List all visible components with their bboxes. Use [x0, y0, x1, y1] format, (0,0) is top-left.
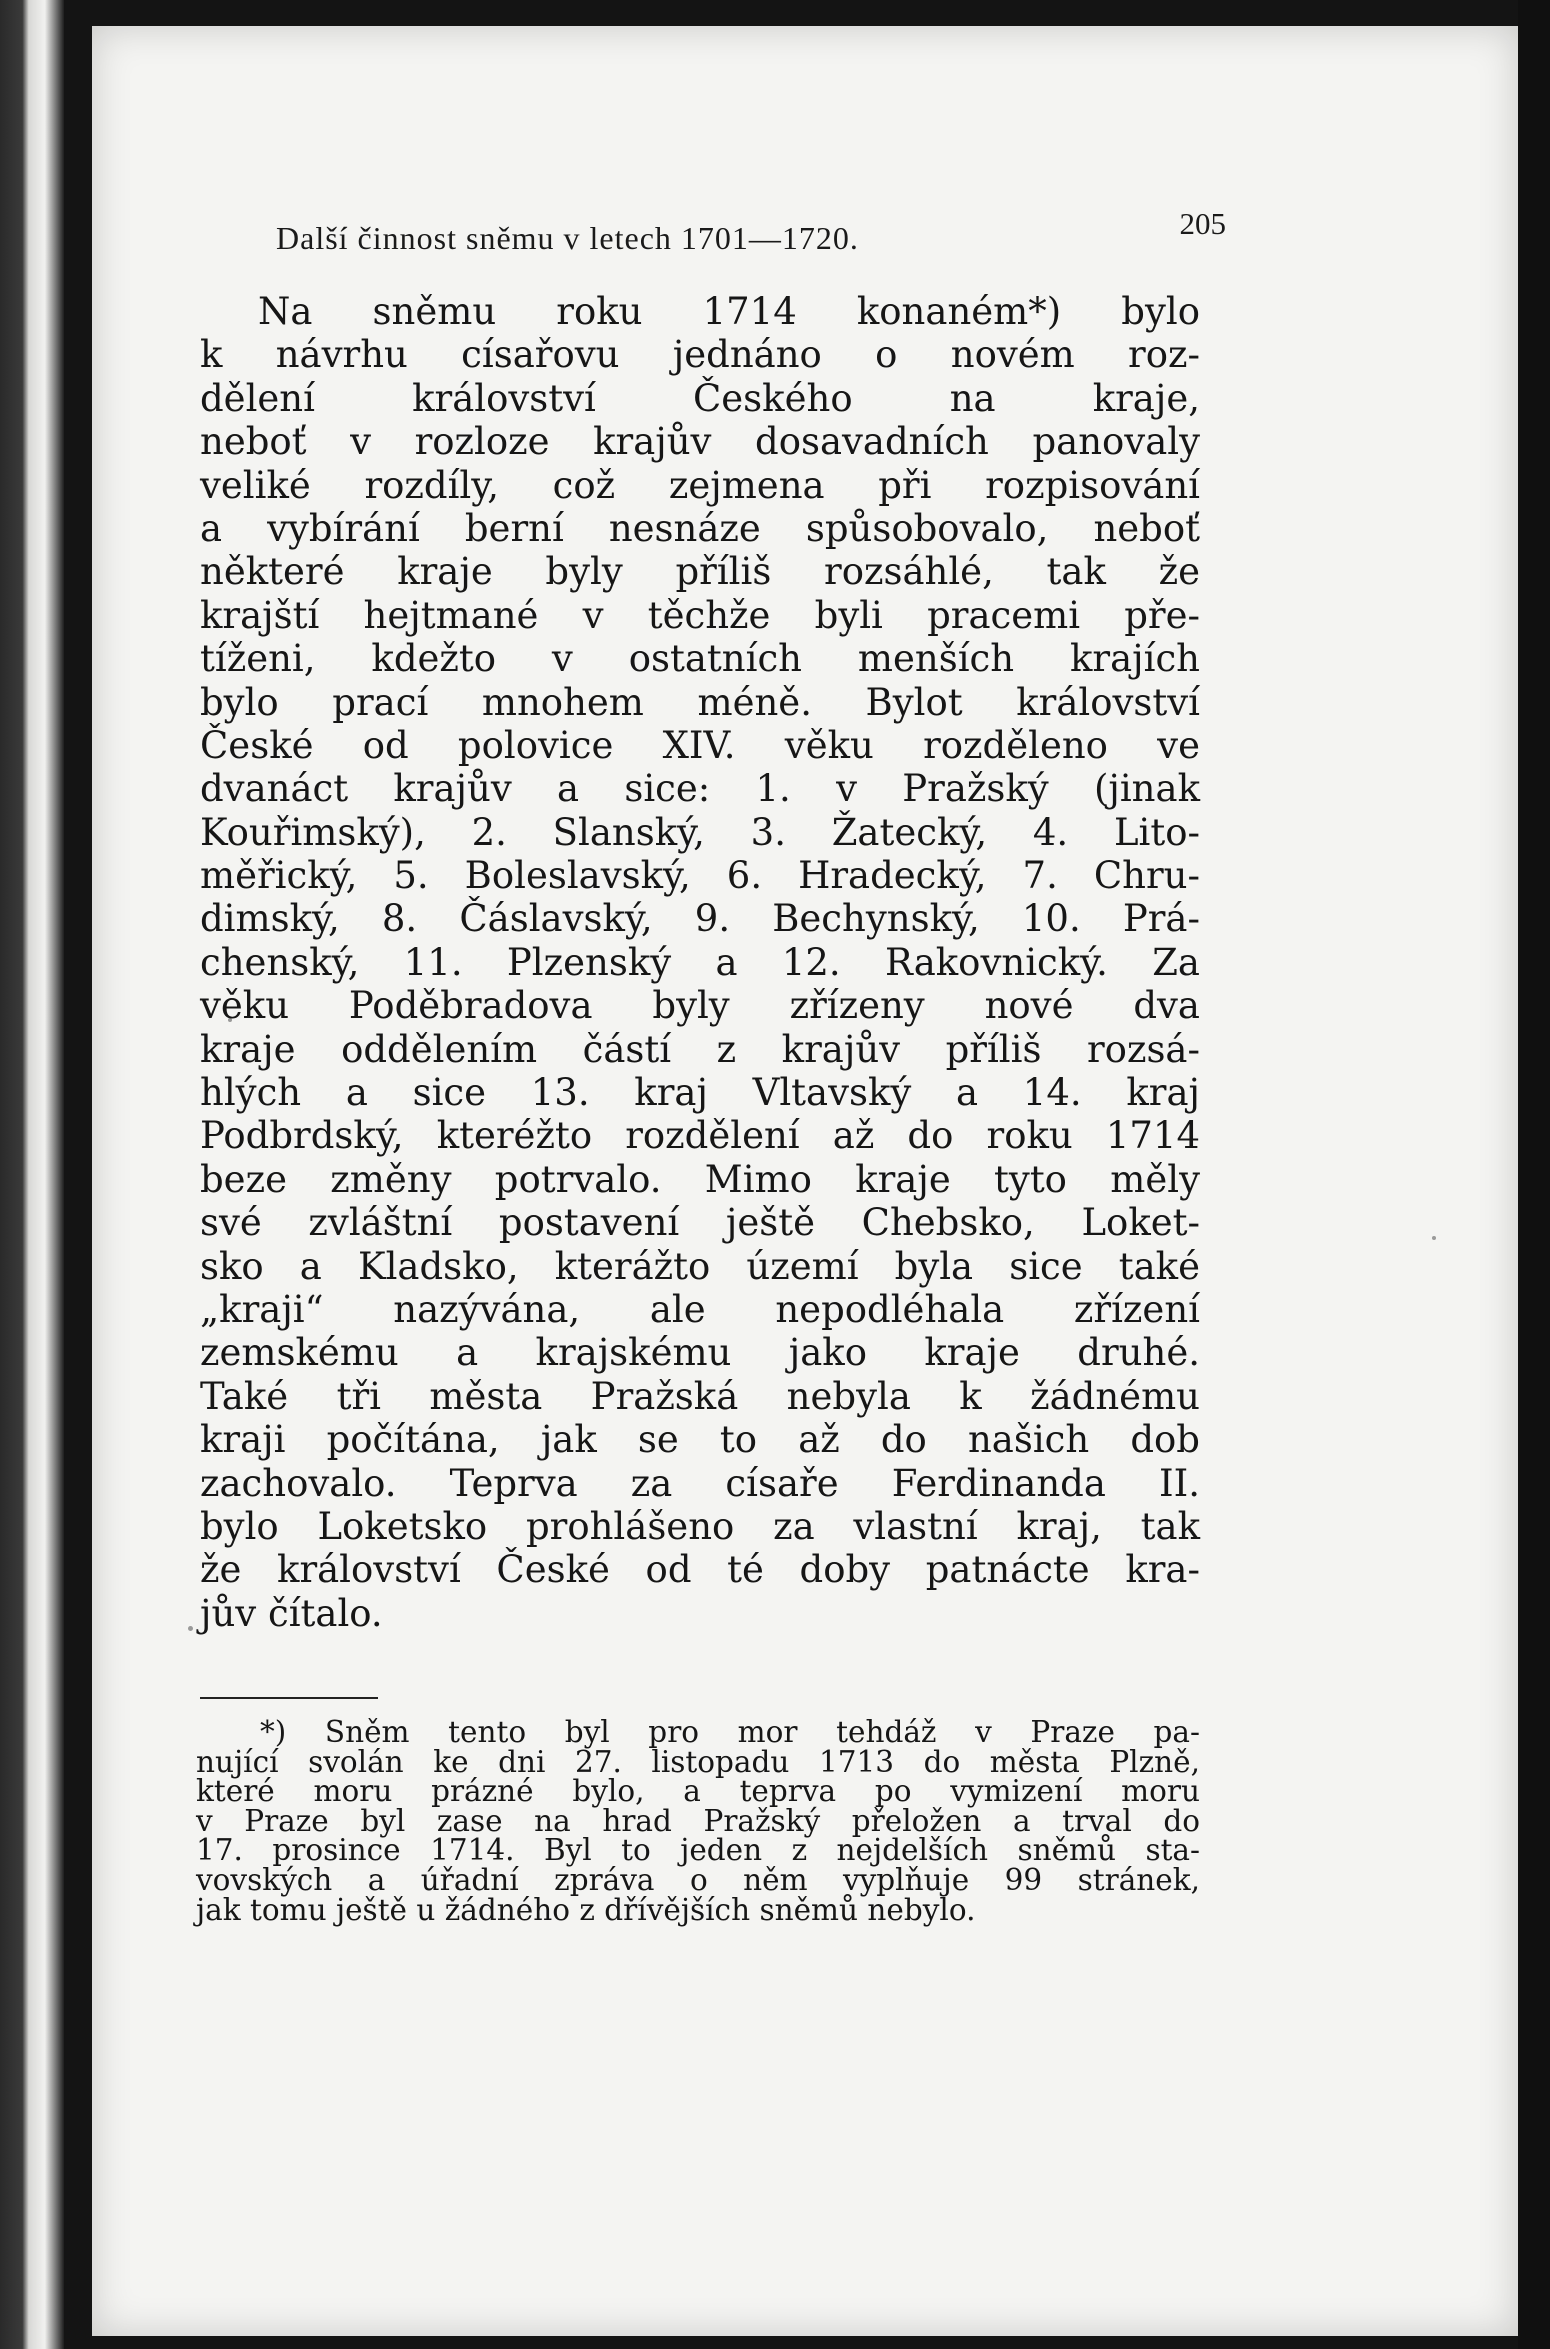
footnote-line: v Praze byl zase na hrad Pražský přeložen a trval do [196, 1803, 1200, 1838]
text-line: sko a Kladsko, kterážto území byla sice také [200, 1244, 1200, 1288]
text-line: veliké rozdíly, což zejmena při rozpisování [200, 463, 1200, 507]
text-line: bylo prací mnohem méně. Bylot království [200, 680, 1200, 724]
text-line: dimský, 8. Čáslavský, 9. Bechynský, 10. Prá- [200, 897, 1200, 941]
text-line: dělení království Českého na kraje, [200, 376, 1200, 420]
text-line: Na sněmu roku 1714 konaném*) bylo [258, 290, 1200, 333]
footnote-line: *) Sněm tento byl pro mor tehdáž v Praze pa- [260, 1715, 1200, 1749]
text-line: zachovalo. Teprva za císaře Ferdinanda II. [200, 1461, 1200, 1505]
text-line: bylo Loketsko prohlášeno za vlastní kraj, tak [200, 1504, 1200, 1548]
scan-speck [188, 1626, 193, 1631]
text-line: krajští hejtmané v těchže byli pracemi pře- [200, 593, 1200, 637]
main-paragraph [200, 290, 1200, 1635]
text-line: Podbrdský, kteréžto rozdělení až do roku 1714 [200, 1114, 1200, 1158]
scan-speck [1432, 1236, 1436, 1240]
text-line: Také tři města Pražská nebyla k žádnému [200, 1374, 1200, 1418]
footnote-line: nující svolán ke dni 27. listopadu 1713 do města Plzně, [196, 1744, 1200, 1779]
text-line: beze změny potrvalo. Mimo kraje tyto měly [200, 1157, 1200, 1201]
running-title: Další činnost sněmu v letech 1701—1720. [276, 220, 859, 256]
footnote-line: jak tomu ještě u žádného z dřívějších sněmů nebylo. [196, 1892, 976, 1927]
footnote-line: vovských a úřadní zpráva o něm vyplňuje 99 stránek, [196, 1862, 1200, 1897]
text-line: kraje oddělením částí z krajův příliš rozsá- [200, 1027, 1200, 1071]
text-line: hlých a sice 13. kraj Vltavský a 14. kraj [200, 1071, 1200, 1115]
scan-border-right [1518, 0, 1550, 2349]
text-line: Kouřimský), 2. Slanský, 3. Žatecký, 4. Lito- [200, 810, 1200, 854]
text-line: měřický, 5. Boleslavský, 6. Hradecký, 7. Chru- [200, 854, 1200, 898]
text-line: věku Poděbradova byly zřízeny nové dva [200, 984, 1200, 1028]
text-line: a vybírání berní nesnáze spůsobovalo, neboť [200, 506, 1200, 550]
text-line: že království České od té doby patnácte kra- [200, 1548, 1200, 1592]
running-head [276, 206, 1226, 264]
text-line: zemskému a krajskému jako kraje druhé. [200, 1331, 1200, 1375]
footnote-line: 17. prosince 1714. Byl to jeden z nejdelších sněmů sta- [196, 1833, 1200, 1868]
footnote [196, 1715, 1200, 1927]
text-line: České od polovice XIV. věku rozděleno ve [200, 723, 1200, 767]
text-line: chenský, 11. Plzenský a 12. Rakovnický. Za [200, 940, 1200, 984]
footnote-line: které moru prázné bylo, a teprva po vymizení moru [196, 1774, 1200, 1809]
footnote-divider [200, 1697, 378, 1699]
text-line: tíženi, kdežto v ostatních menších krajích [200, 637, 1200, 681]
text-line: neboť v rozloze krajův dosavadních panovaly [200, 420, 1200, 464]
text-line: „kraji“ nazývána, ale nepodléhala zřízení [200, 1287, 1200, 1331]
text-line: jův čítalo. [200, 1591, 383, 1635]
text-line: kraji počítána, jak se to až do našich dob [200, 1418, 1200, 1462]
text-line: své zvláštní postavení ještě Chebsko, Loket- [200, 1201, 1200, 1245]
text-line: k návrhu císařovu jednáno o novém roz- [200, 333, 1200, 377]
page-number: 205 [1179, 206, 1226, 241]
text-line: dvanáct krajův a sice: 1. v Pražský (jinak [200, 767, 1200, 811]
text-line: některé kraje byly příliš rozsáhlé, tak že [200, 550, 1200, 594]
adjacent-page-edge [0, 0, 64, 2349]
